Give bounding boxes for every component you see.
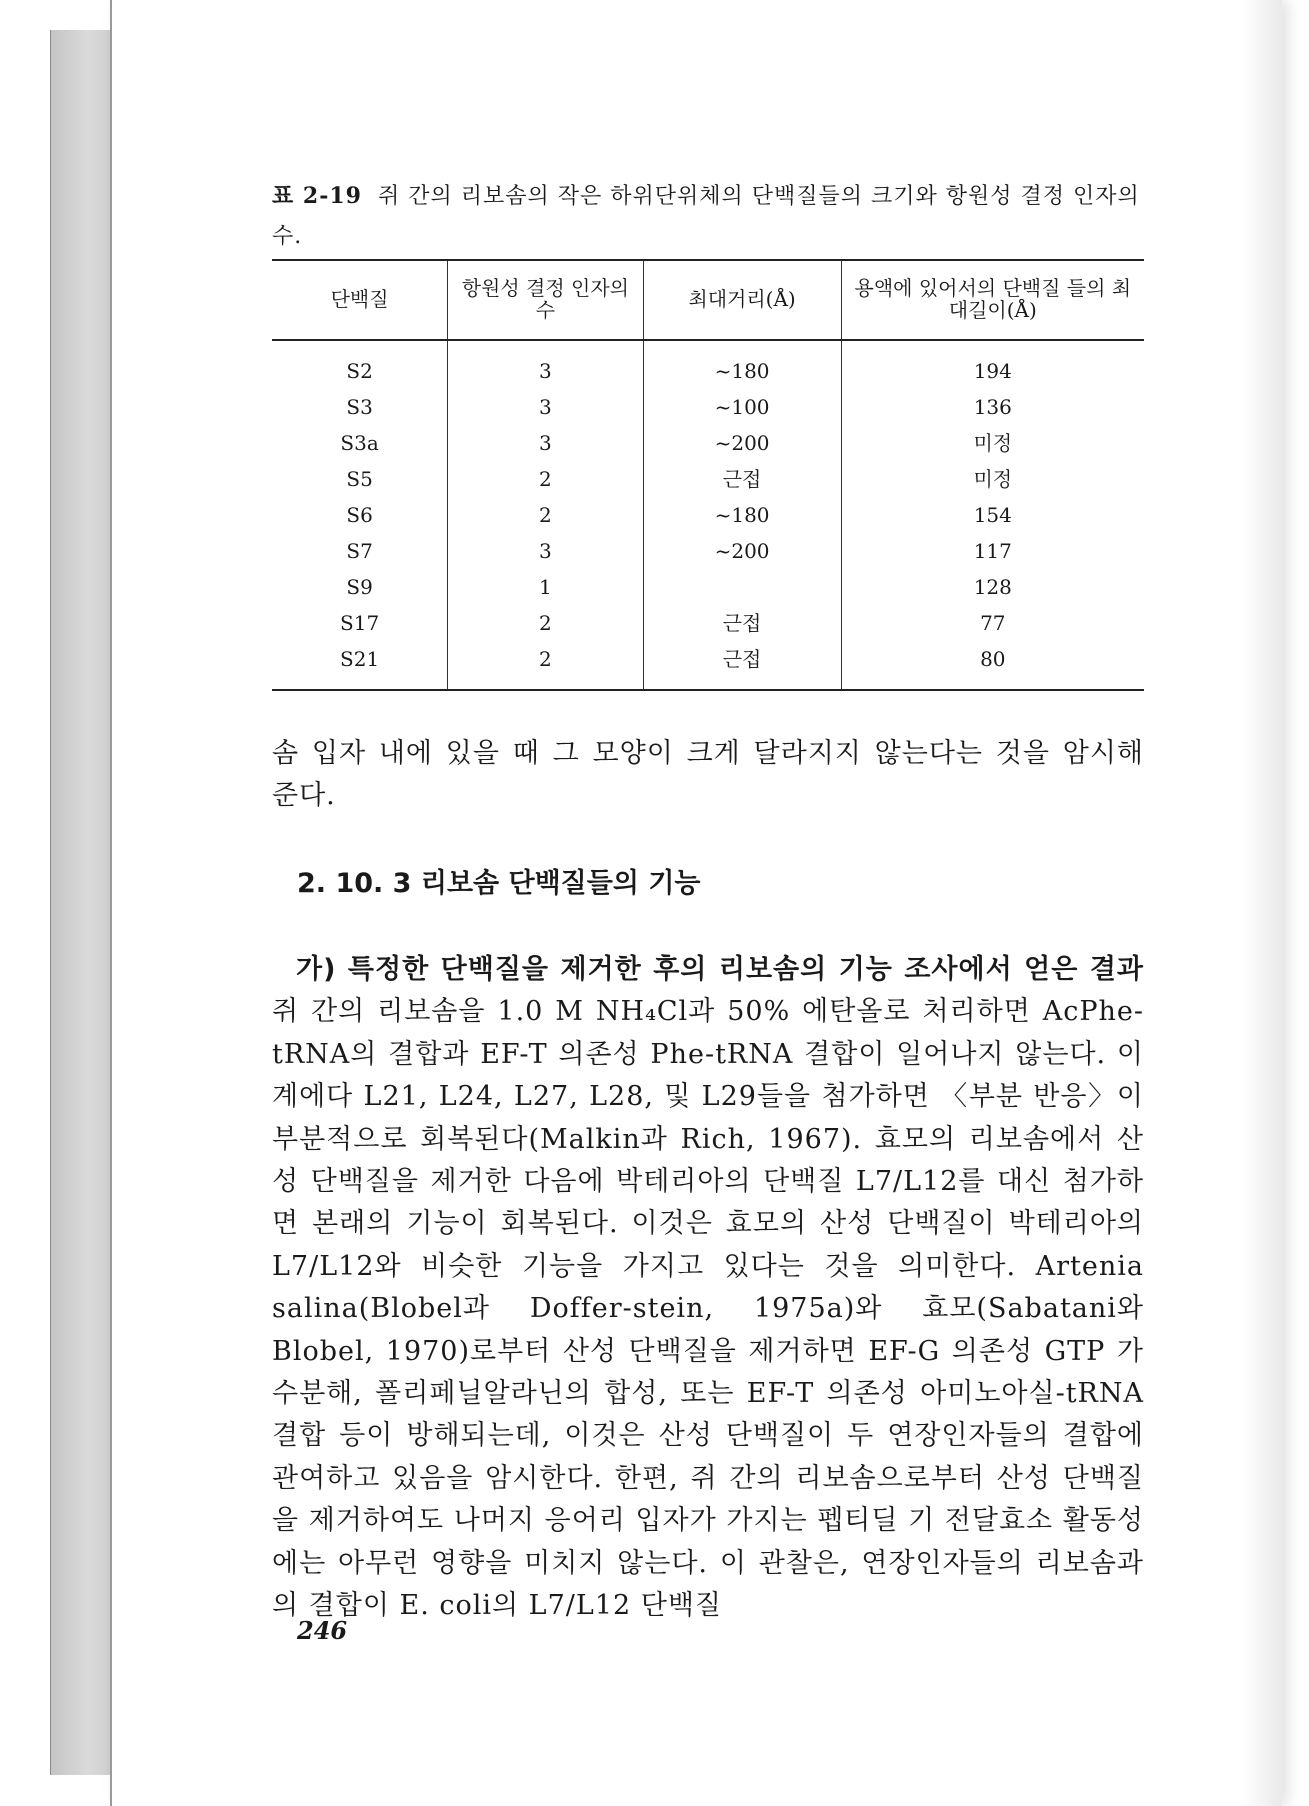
table-row — [272, 569, 1144, 605]
paragraph-lead: 가) 특정한 단백질을 제거한 후의 리보솜의 기능 조사에서 얻은 결과 — [296, 954, 1144, 985]
header-antigenic-determinants: 항원성 결정 인자의 수 — [448, 260, 643, 340]
table-cell: 194 — [841, 340, 1144, 389]
table-cell: 미정 — [841, 461, 1144, 497]
table-cell: 근접 — [643, 461, 841, 497]
table-cell: ~200 — [643, 533, 841, 569]
book-side-edge — [50, 30, 111, 1775]
table-cell: ~100 — [643, 389, 841, 425]
table-cell: S2 — [346, 359, 373, 383]
table-cell: 2 — [448, 641, 643, 690]
table-cell: S9 — [346, 575, 373, 599]
table-cell: ~200 — [643, 425, 841, 461]
table-row — [272, 605, 1144, 641]
table-cell: 136 — [841, 389, 1144, 425]
table-cell: 3 — [448, 533, 643, 569]
table-cell: S6 — [346, 503, 373, 527]
table-row — [272, 641, 1144, 690]
table-cell: S3a — [340, 431, 379, 455]
table-cell: 77 — [841, 605, 1144, 641]
table-cell: 2 — [448, 605, 643, 641]
paragraph-functions — [272, 949, 1144, 1628]
table-cell: 117 — [841, 533, 1144, 569]
table-row — [272, 461, 1144, 497]
table-cell: S17 — [340, 611, 380, 635]
table-cell: 128 — [841, 569, 1144, 605]
table-caption-number: 표 2-19 — [272, 183, 362, 209]
table-cell: S7 — [346, 539, 373, 563]
paragraph-body: 쥐 간의 리보솜을 1.0 M NH₄Cl과 50% 에탄올로 처리하면 AcPhe-tRNA의 결합과 EF-T 의존성 Phe-tRNA 결합이 일어나지 않는다. 이 계에다 L21, L24, L27, L28, 및 L29들을 첨가하면 〈부분 반응〉이 부분적으로 회복된다(Malkin과 Rich, 1967). 효모의 리보솜에서 산성 단백질을 제거한 다음에 박테리아의 단백질 L7/L12를 대신 첨가하면 본래의 기능이 회복된다. 이것은 효모의 산성 단백질이 박테리아의 L7/L12와 비슷한 기능을 가지고 있다는 것을 의미한다. Artenia salina(Blobel과 Doffer-stein, 1975a)와 효모(Sabatani와 Blobel, 1970)로부터 산성 단백질을 제거하면 EF-G 의존성 GTP 가수분해, 폴리페닐알라닌의 합성, 또는 EF-T 의존성 아미노아실-tRNA 결합 등이 방해되는데, 이것은 산성 단백질이 두 연장인자들의 결합에 관여하고 있음을 암시한다. 한편, 쥐 간의 리보솜으로부터 산성 단백질을 제거하여도 나머지 응어리 입자가 가지는 펩티딜 기 전달효소 활동성에는 아무런 영향을 미치지 않는다. 이 관찰은, 연장인자들의 리보솜과의 결합이 E. coli의 L7/L12 단백질 — [272, 996, 1144, 1622]
ribosome-protein-table — [272, 259, 1144, 691]
table-cell: 근접 — [643, 605, 841, 641]
table-cell: 154 — [841, 497, 1144, 533]
table-cell — [643, 569, 841, 605]
table-cell: 3 — [448, 425, 643, 461]
table-cell: 미정 — [841, 425, 1144, 461]
table-caption — [272, 176, 1144, 257]
page-number: 246 — [297, 1616, 348, 1645]
paragraph-continuation: 솜 입자 내에 있을 때 그 모양이 크게 달라지지 않는다는 것을 암시해 준다. — [272, 738, 1144, 812]
page-edge-shade — [1242, 0, 1282, 1806]
table-row — [272, 533, 1144, 569]
table-row — [272, 425, 1144, 461]
table-cell: 80 — [841, 641, 1144, 690]
table-row — [272, 497, 1144, 533]
table-row — [272, 340, 1144, 389]
table-cell: 1 — [448, 569, 643, 605]
header-max-distance: 최대거리(Å) — [643, 260, 841, 340]
table-caption-text: 쥐 간의 리보솜의 작은 하위단위체의 단백질들의 크기와 항원성 결정 인자의 수. — [272, 184, 1140, 249]
table-cell: 3 — [448, 389, 643, 425]
header-protein: 단백질 — [330, 287, 389, 311]
table-cell: 2 — [448, 497, 643, 533]
table-cell: S21 — [340, 647, 380, 671]
table-cell: S3 — [346, 395, 373, 419]
section-heading: 2. 10. 3 리보솜 단백질들의 기능 — [297, 868, 701, 899]
table-cell: 근접 — [643, 641, 841, 690]
header-max-length: 용액에 있어서의 단백질 들의 최대길이(Å) — [841, 260, 1144, 340]
data-table-container — [272, 259, 1144, 691]
table-cell: S5 — [346, 467, 373, 491]
table-cell: ~180 — [643, 340, 841, 389]
table-header-row — [272, 260, 1144, 340]
table-row — [272, 389, 1144, 425]
table-cell: 2 — [448, 461, 643, 497]
table-cell: ~180 — [643, 497, 841, 533]
table-cell: 3 — [448, 340, 643, 389]
